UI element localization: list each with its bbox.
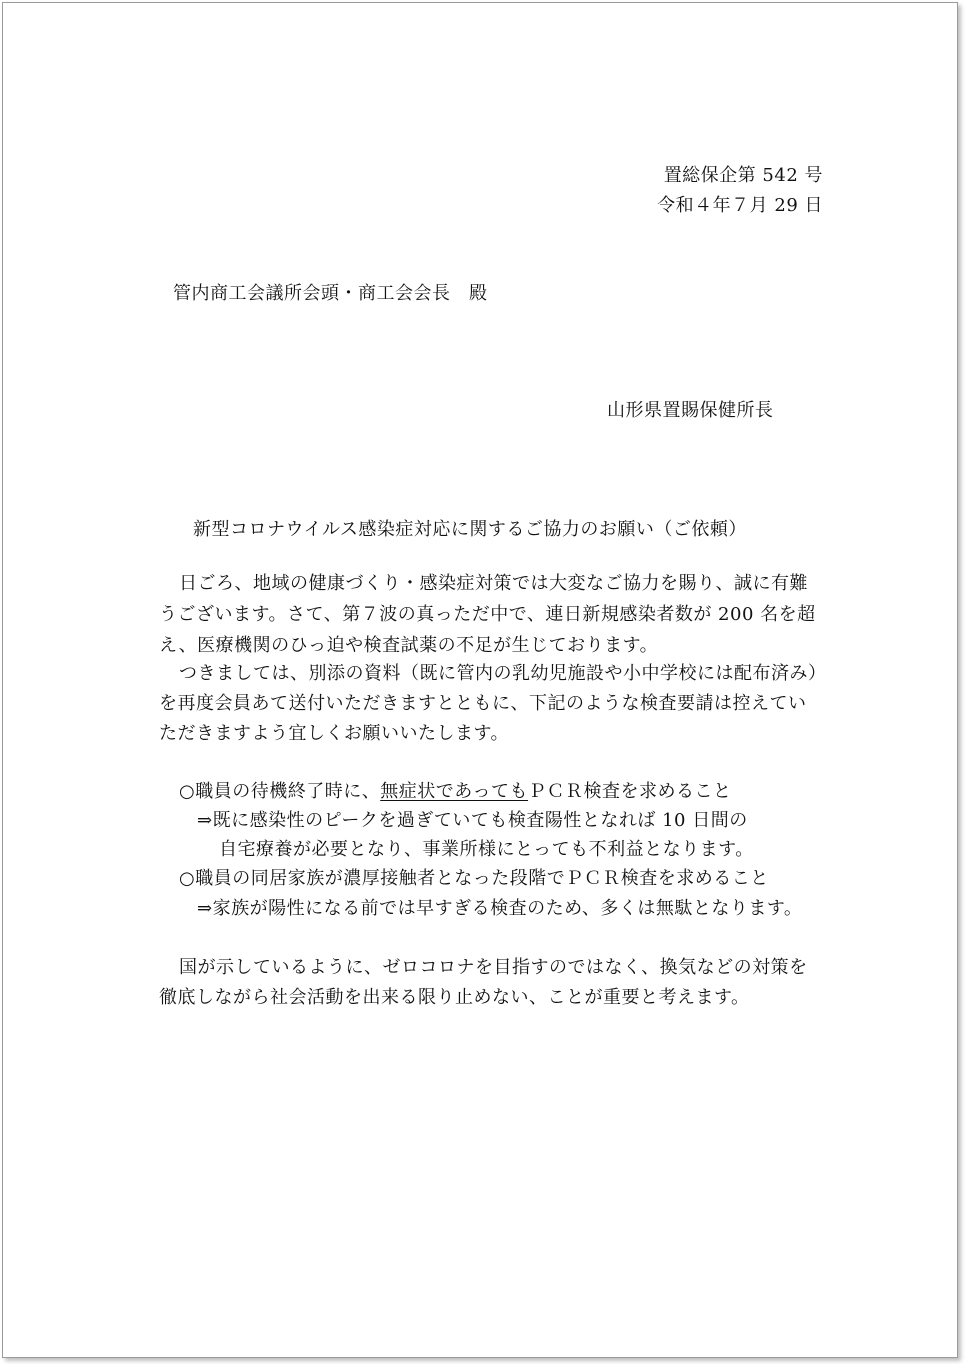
document-title: 新型コロナウイルス感染症対応に関するご協力のお願い（ご依頼） (193, 519, 747, 540)
underlined-emphasis: 無症状であっても (380, 781, 529, 802)
body-line: つきましては、別添の資料（既に管内の乳幼児施設や小中学校には配布済み） (179, 663, 827, 684)
sender: 山形県置賜保健所長 (607, 400, 774, 421)
request-item-note: 自宅療養が必要となり、事業所様にとっても不利益となります。 (219, 839, 754, 860)
addressee: 管内商工会議所会頭・商工会会長 殿 (173, 283, 488, 304)
request-item-note: ⇒家族が陽性になる前では早すぎる検査のため、多くは無駄となります。 (197, 898, 803, 919)
body-line: ただきますよう宜しくお願いいたします。 (159, 723, 510, 744)
document-number: 置総保企第 542 号 (663, 165, 823, 186)
request-item-suffix: ＰＣＲ検査を求めること (528, 781, 732, 802)
body-line: 国が示しているように、ゼロコロナを目指すのではなく、換気などの対策を (179, 957, 808, 978)
request-item-text (179, 777, 732, 807)
request-item-text: ○職員の同居家族が濃厚接触者となった段階でＰＣＲ検査を求めること (179, 868, 769, 889)
body-line: 日ごろ、地域の健康づくり・感染症対策では大変なご協力を賜り、誠に有難 (179, 573, 808, 594)
request-item-prefix: ○職員の待機終了時に、 (179, 781, 381, 802)
body-line: うございます。さて、第７波の真っただ中で、連日新規感染者数が 200 名を超 (159, 604, 816, 625)
document-page (2, 2, 958, 1358)
body-line: 徹底しながら社会活動を出来る限り止めない、ことが重要と考えます。 (159, 987, 750, 1008)
body-line: を再度会員あて送付いただきますとともに、下記のような検査要請は控えてい (159, 693, 807, 714)
request-item-note: ⇒既に感染性のピークを過ぎていても検査陽性となれば 10 日間の (197, 810, 748, 831)
document-date: 令和４年７月 29 日 (657, 195, 823, 216)
body-line: え、医療機関のひっ迫や検査試薬の不足が生じております。 (159, 635, 659, 656)
